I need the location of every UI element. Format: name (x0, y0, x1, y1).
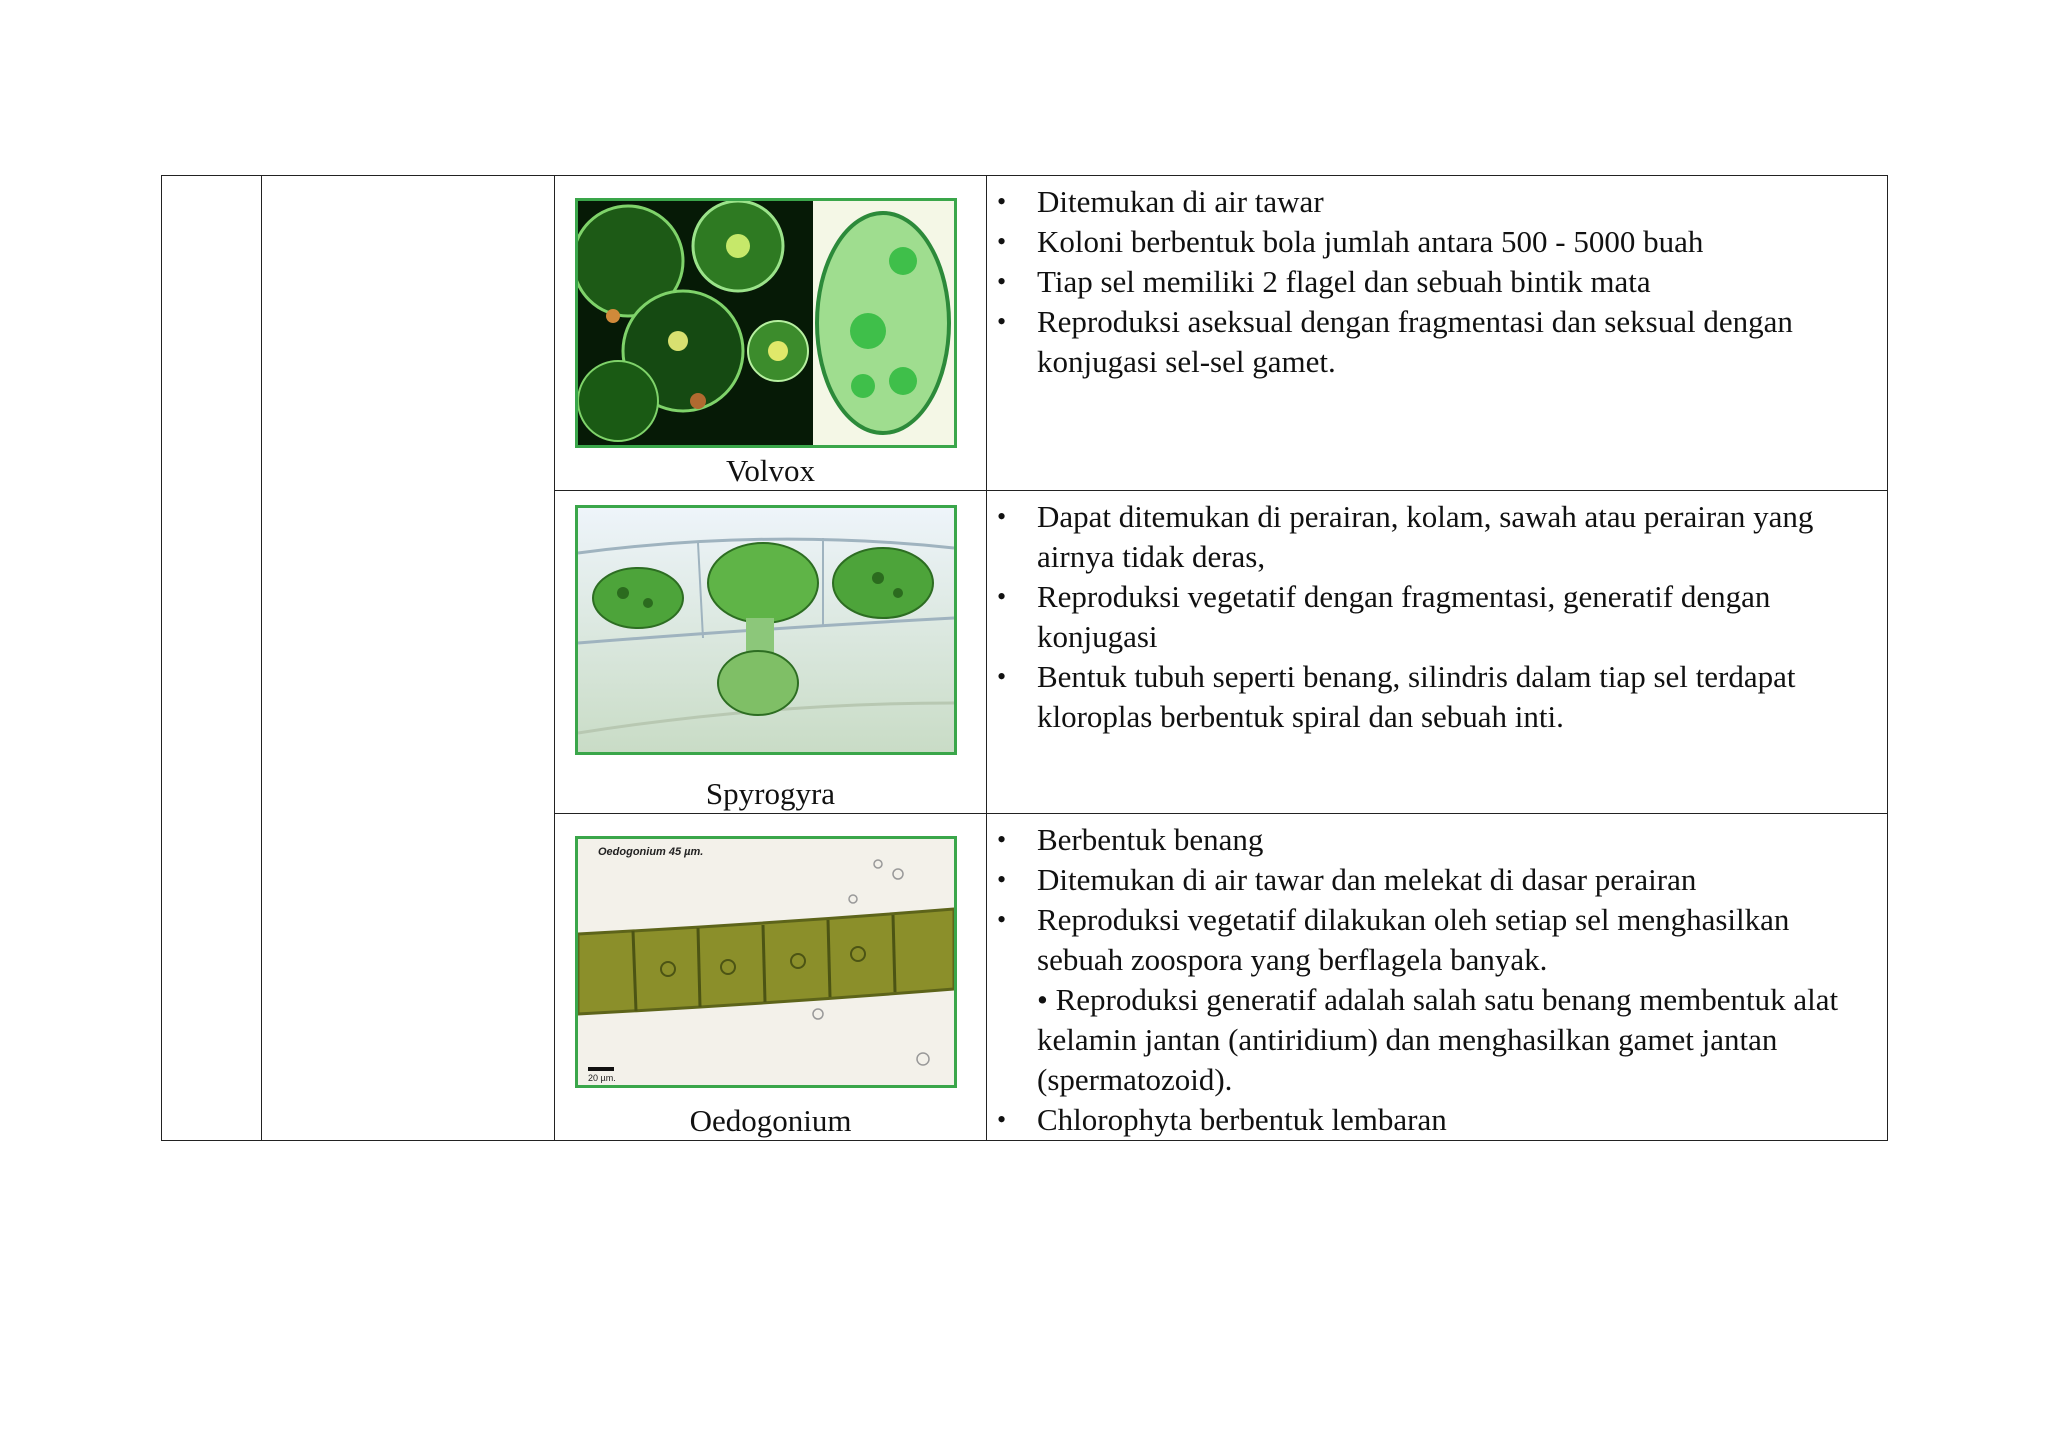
number-cell (162, 176, 262, 1141)
volvox-illustration (578, 201, 954, 445)
image-caption: Oedogonium (689, 1103, 852, 1138)
list-item (997, 262, 1877, 302)
description-cell (987, 814, 1888, 1141)
list-item-text: Dapat ditemukan di perairan, kolam, sawah atau perairan yang airnya tidak deras, (1037, 499, 1814, 574)
list-item (997, 1100, 1877, 1140)
bullet-list (987, 176, 1887, 382)
oedogonium-illustration (578, 839, 954, 1085)
list-item (997, 657, 1877, 737)
list-item-text: Ditemukan di air tawar dan melekat di dasar perairan (1037, 862, 1697, 897)
list-item (997, 497, 1877, 577)
scale-bar-label: 20 µm. (588, 1073, 616, 1083)
image-cell (555, 176, 987, 491)
description-cell (987, 491, 1888, 814)
spyrogyra-microscope-image (575, 505, 957, 755)
image-cell (555, 814, 987, 1141)
table-row (162, 176, 1888, 491)
list-item (997, 577, 1877, 657)
list-item-text: Reproduksi aseksual dengan fragmentasi dan seksual dengan konjugasi sel-sel gamet. (1037, 304, 1793, 379)
bullet-list (987, 814, 1887, 1140)
list-item-text: Berbentuk benang (1037, 822, 1264, 857)
image-label: Oedogonium 45 µm. (598, 846, 704, 858)
description-cell (987, 176, 1888, 491)
list-item (997, 222, 1877, 262)
algae-table (161, 175, 1888, 1141)
image-cell (555, 491, 987, 814)
list-item-text: Chlorophyta berbentuk lembaran (1037, 1102, 1447, 1137)
bullet-icon: • (997, 1105, 1007, 1134)
bullet-icon: • (997, 227, 1007, 256)
bullet-icon: • (997, 502, 1007, 531)
list-item-text: Bentuk tubuh seperti benang, silindris dalam tiap sel terdapat kloroplas berbentuk spiral dan sebuah inti. (1037, 659, 1796, 734)
image-caption: Spyrogyra (705, 776, 836, 811)
image-caption: Volvox (725, 453, 815, 488)
bullet-icon: • (997, 267, 1007, 296)
bullet-icon: • (997, 865, 1007, 894)
list-item-text: Ditemukan di air tawar (1037, 184, 1324, 219)
list-item (1037, 980, 1877, 1100)
bullet-icon: • (997, 825, 1007, 854)
oedogonium-microscope-image (575, 836, 957, 1088)
bullet-icon: • (997, 187, 1007, 216)
list-item-text: • Reproduksi generatif adalah salah satu benang membentuk alat kelamin jantan (antiridium) dan menghasilkan gamet jantan (spermatozoid). (1037, 982, 1839, 1097)
spyrogyra-illustration (578, 508, 954, 752)
bullet-icon: • (997, 307, 1007, 336)
bullet-icon: • (997, 662, 1007, 691)
bullet-icon: • (997, 582, 1007, 611)
list-item-text: Reproduksi vegetatif dengan fragmentasi, generatif dengan konjugasi (1037, 579, 1771, 654)
bullet-list (987, 491, 1887, 737)
list-item (997, 900, 1877, 980)
volvox-microscope-image (575, 198, 957, 448)
list-item (997, 820, 1877, 860)
list-item-text: Koloni berbentuk bola jumlah antara 500 - 5000 buah (1037, 224, 1704, 259)
list-item-text: Reproduksi vegetatif dilakukan oleh setiap sel menghasilkan sebuah zoospora yang berflagela banyak. (1037, 902, 1790, 977)
list-item (997, 182, 1877, 222)
name-cell (262, 176, 555, 1141)
list-item (997, 860, 1877, 900)
bullet-icon: • (997, 905, 1007, 934)
list-item (997, 302, 1877, 382)
list-item-text: Tiap sel memiliki 2 flagel dan sebuah bintik mata (1037, 264, 1651, 299)
